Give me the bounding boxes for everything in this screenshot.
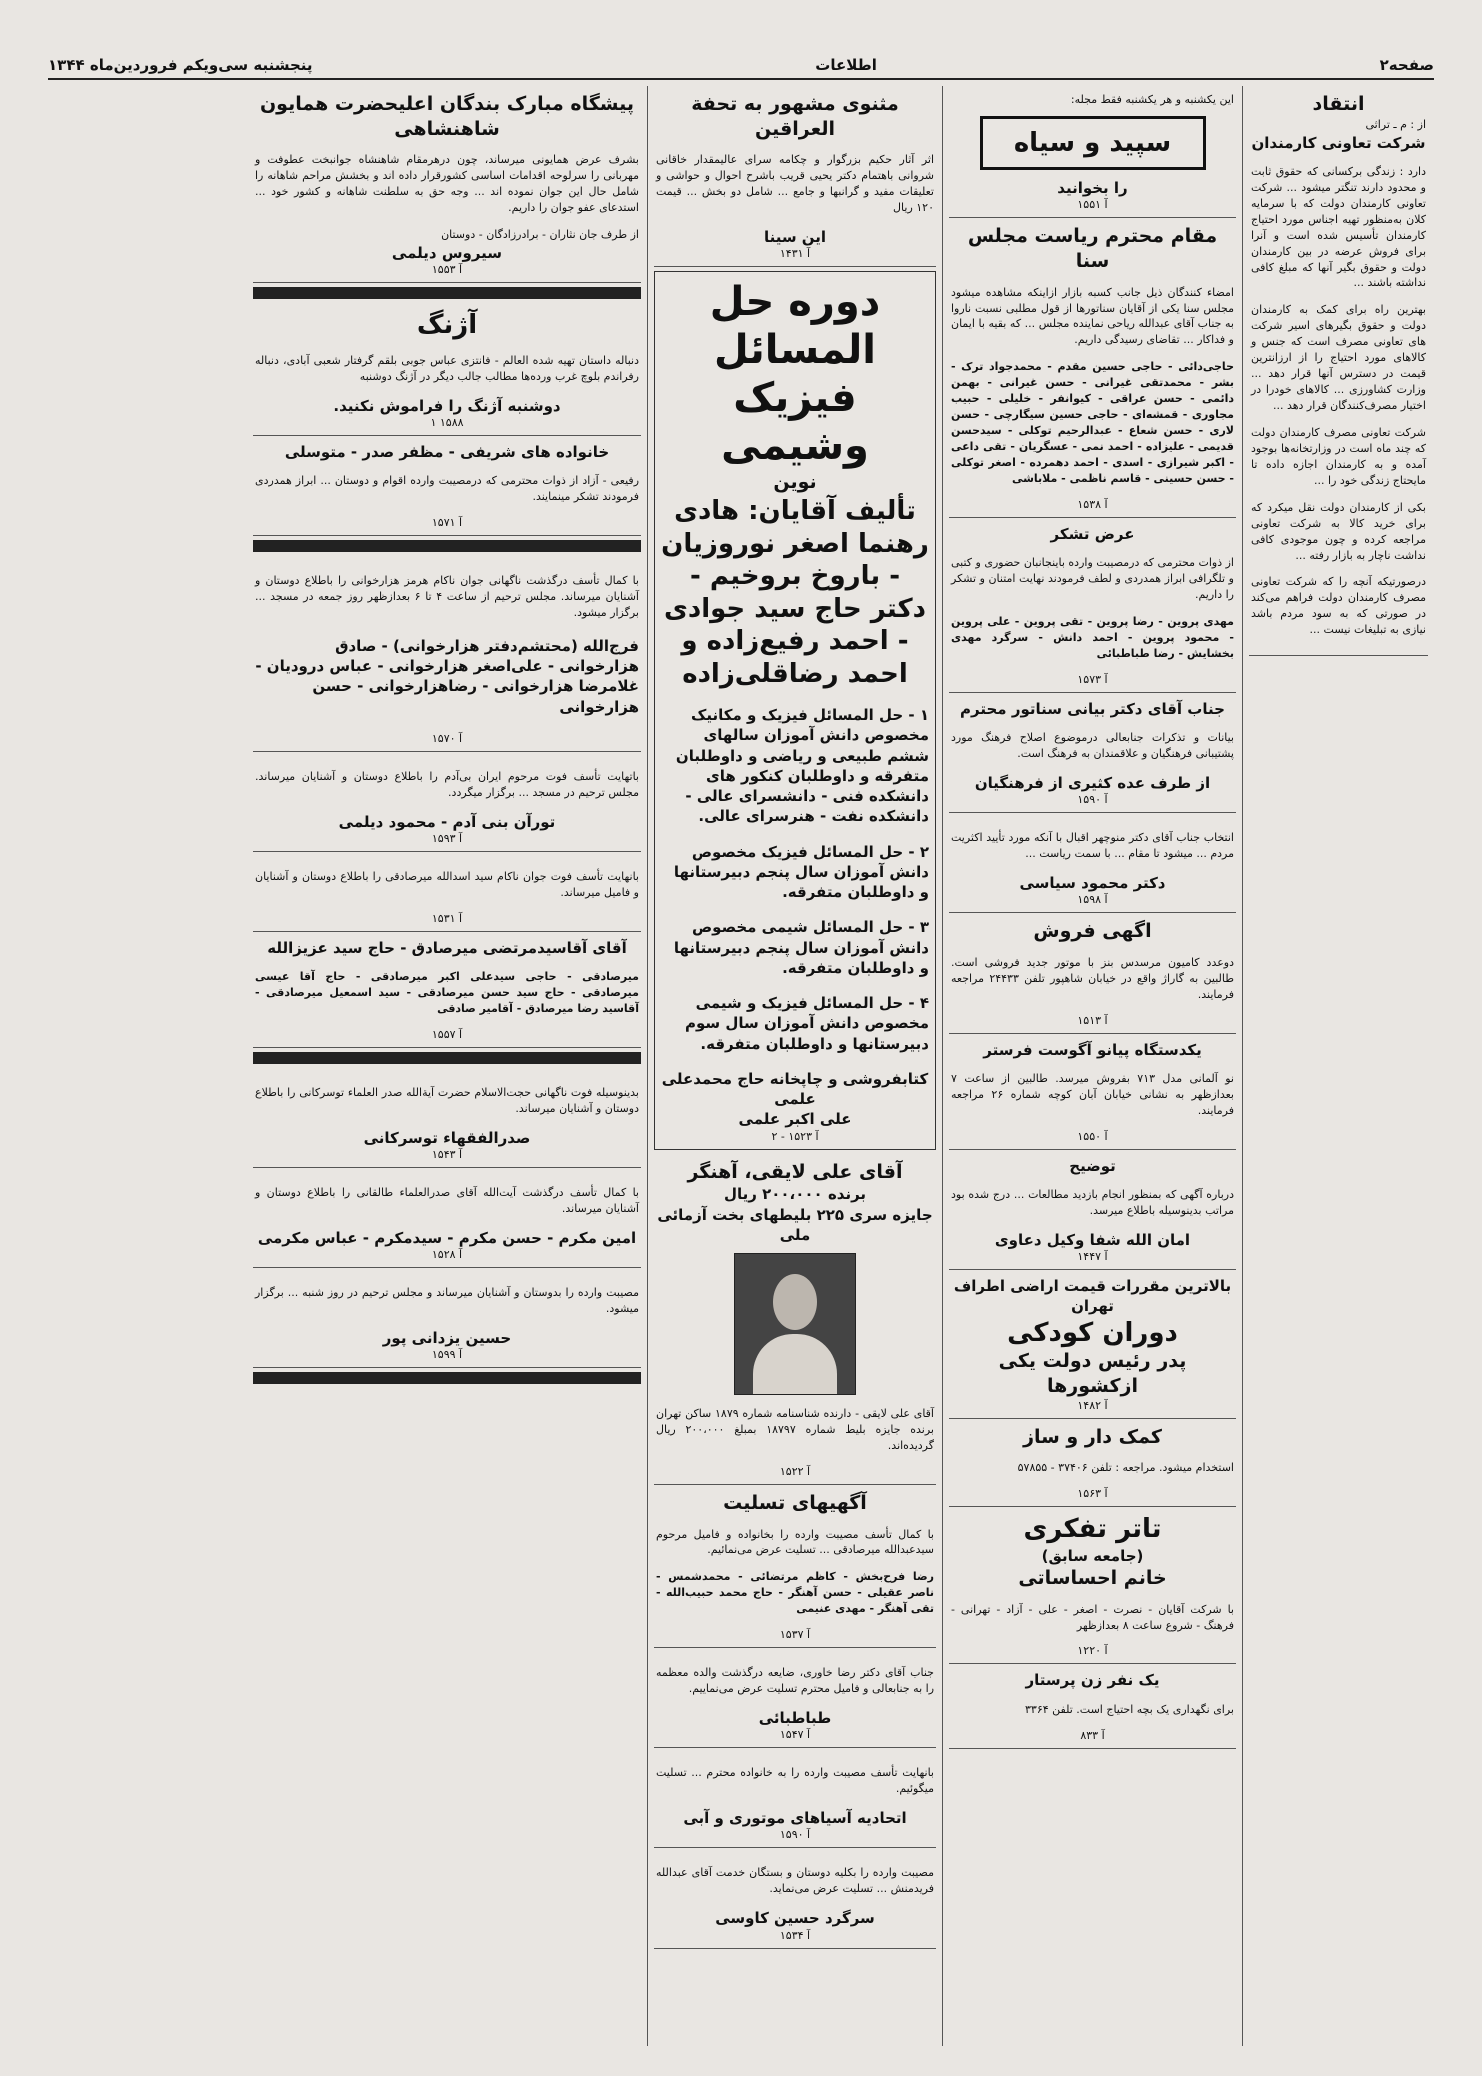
ad-signers: مهدی پروین - رضا پروین - تقی پروین - علی پروین - محمود پروین - احمد دانش - سرگرد مهدی بخشایش - رضا طباطبائی [951,614,1234,660]
ad-theater [949,1507,1236,1664]
ad-ref: آ ۱۵۷۳ [1077,672,1108,686]
ad-headline: خانم احساساتی [1018,1566,1167,1589]
ad-body: امضاء کنندگان ذیل جانب کسبه بازار ازاینکه مشاهده میشود مجلس سنا یکی از آقایان سناتورها از قول مطلبی نسبت ناروا به جناب آقای عبدالله ریاحی نماینده مجلس ... که بقیه با ایمان و فداکار ... تقاضای رسیدگی داریم. [951,285,1234,347]
ad-title: تاتر تفکری [1023,1514,1162,1545]
ad-obituary-hezarkhani [253,556,641,752]
ad-signers: حسین یزدانی پور [382,1329,512,1348]
column-ads-2 [647,86,942,2046]
ad-signers: رضا فرح‌بخش - کاظم مرتضائی - محمدشمس - ناصر عقیلی - حسن آهنگر - حاج محمد حبیب‌الله - تقی آهنگر - مهدی عنیمی [656,1570,934,1616]
ad-cta: را بخوانید [1057,178,1128,197]
ad-signature: از طرف عده کثیری از فرهنگیان [974,773,1211,792]
ad-signers: امین مکرم - حسن مکرم - سیدمکرم - عباس مکرمی [257,1228,637,1247]
ad-publisher: این سینا [763,228,827,247]
ad-title: مقام محترم ریاست مجلس سنا [967,225,1218,272]
newspaper-name: اطلاعات [815,56,877,74]
ad-signers: تورآن بنی آدم - محمود دیلمی [338,812,556,831]
ad-ref: آ ۱۵۲۲ [779,1464,811,1478]
ad-body: دنباله داستان تهیه شده العالم - فانتزی عباس جوبی بلقم گرفتار شعبی آبادی، دنباله رفراندم بلوچ غرب ورده‌ها مطالب جالب دیگر در آژنگ دوشنبه [255,353,639,383]
ad-headline: پدر رئیس دولت یکی ازکشورها [998,1350,1187,1397]
ad-condolence-khavari [654,1648,936,1748]
ad-signature: سیروس دیلمی [391,244,503,263]
ad-obituary-mirsadeghi [253,852,641,932]
magazine-logo: سپید و سیاه [980,116,1206,170]
ad-body: با کمال تأسف درگذشت ناگهانی جوان ناکام هرمز هزارخوانی را باطلاع دوستان و آشنایان میرساند. مجلس ترحیم از ساعت ۴ تا ۶ بعدازظهر روز جمعه در مسجد ... برگزار میشود. [255,574,639,619]
article-headline: شرکت تعاونی کارمندان [1251,133,1426,152]
ad-ref: آ ۱۵۳۸ [1077,497,1108,511]
ad-signature: طباطبائی [758,1709,832,1728]
ad-ref: آ ۱۵۹۸ [1077,893,1108,907]
ad-ref: آ ۱۵۹۳ [431,832,463,845]
ad-body: با کمال تأسف درگذشت آیت‌الله آقای صدرالعلماء طالقانی را باطلاع دوستان و آشنایان میرساند. [255,1186,639,1215]
ad-ref: ۱ ۱۵۸۸ [430,415,464,429]
ad-body: استخدام میشود. مراجعه : تلفن ۳۷۴۰۶ - ۵۷۸۵۵ [1017,1461,1234,1475]
ad-item: ۲ - حل المسائل فیزیک مخصوص دانش آموزان سال پنجم دبیرستانها و داوطلبان متفرقه. [673,842,929,902]
ad-book-childhood [949,1270,1236,1418]
ad-title: بالاترین مقررات قیمت اراضی اطراف تهران [953,1277,1232,1316]
ad-mirsadeghi-family [253,932,641,1048]
section-title: انتقاد [1312,93,1365,115]
ad-sale [949,913,1236,1034]
article-paragraph: شرکت تعاونی مصرف کارمندان دولت که چند ماه است در وزارتخانه‌ها بوجود آمده و به کارمندان اجازه داده تا مایحتاج زندگی خود را ... [1251,425,1426,487]
ad-body: بشرف عرض همایونی میرساند، چون درهرمقام شاهنشاه جوانبخت عطوفت و مهربانی را سرلوحه اقدامات اساسی کشورقرار داده اند و بخشش مراحم شاهانه را شامل حال این جوان نموده اند ... وجه حق به سلطنت شاهانه و کشور خود ... استدعای عفو جوان را داریم. [255,153,639,215]
ad-body: اثر آثار حکیم بزرگوار و چکامه سرای عالیمقدار خاقانی شروانی باهتمام دکتر یحیی قریب باشرح احوال و حواشی و تعلیقات مفید و گرانبها و جامع ... شامل دو بخش ... قیمت ۱۲۰ ریال [656,153,934,215]
ad-item: ۴ - حل المسائل فیزیک و شیمی مخصوص دانش آموزان سال سوم دبیرستانها و داوطلبان متفرقه. [685,994,929,1053]
ad-body: با شرکت آقایان - نصرت - اصغر - علی - آزاد - تهرانی - فرهنگ - شروع ساعت ۸ بعدازظهر [951,1602,1234,1632]
ad-ref: آ ۱۵۴۳ [431,1148,463,1162]
ad-ref: آ ۱۵۷۰ [431,731,463,745]
article-paragraph: دارد : زندگی برکسانی که حقوق ثابت و محدود دارند تنگتر میشود ... شرکت تعاونی کارمندان دولت که با سرمایه کلان به‌منظور تهیه اجناس مورد احتیاج کارمندان تأسیس شده است و آنرا برای فروش عرضه در بین کارمندان دولت و حقوق بگیر آنها که مبلغ کافی نداشته باشند ... [1251,164,1426,290]
ad-title: اگهی فروش [1033,920,1152,943]
ad-signature: امان الله شفا وکیل دعاوی [994,1230,1191,1249]
ad-ref: آ ۱۵۱۳ [1077,1013,1108,1027]
ad-title: آقای آقاسیدمرتضی میرصادق - حاج سید عزیزالله [267,938,627,957]
ad-ref: آ ۱۵۴۷ [779,1728,811,1742]
divider [253,287,641,299]
ad-body: بیانات و تذکرات جنابعالی درموضوع اصلاح فرهنگ مورد پشتیبانی فرهنگیان و علاقمندان به فرهنگ است. [951,730,1234,760]
ad-body: باتهایت تأسف فوت مرحوم ایران بی‌آدم را باطلاع دوستان و آشنایان میرساند. مجلس ترحیم در مسجد ... برگزار میگردد. [255,769,639,799]
ad-signers: فرج‌الله (محتشم‌دفتر هزارخوانی) - صادق هزارخوانی - علی‌اصغر هزارخوانی - عباس درودیان - غلامرضا هزارخوانی - رضاهزارخوانی - حسن هزارخوانی [255,636,639,716]
ad-book-physics [654,271,936,1149]
ad-azhang [253,303,641,436]
ad-condolence-kavousi [654,1848,936,1948]
ad-ref: آ ۱۵۵۳ [431,263,463,277]
ad-ref: آ ۱۵۹۹ [431,1348,463,1362]
ad-ref: آ ۱۴۴۷ [1077,1250,1108,1264]
ad-clarification [949,1150,1236,1270]
article-paragraph: بهترین راه برای کمک به کارمندان دولت و حقوق بگیرهای اسیر شرکت های تعاونی مصرف است که جنس و کالاهای مورد احتیاج را از ارزانترین قیمت در دسترس آنها قرار دهد ... وزارت کشاورزی ... کالاهای خودرا در اختیار مصرف‌کنندگان قرار دهد ... [1251,303,1426,412]
page-number: صفحه۲ [1379,56,1434,74]
ad-subtitle: برنده ۲۰۰،۰۰۰ ریال [723,1185,867,1204]
ad-ref: آ ۱۵۵۷ [431,1027,463,1041]
ad-ref: آ ۱۵۳۱ [431,911,463,925]
byline: از : م ـ تراثی [1365,117,1426,131]
ad-signers: میرصادقی - حاجی سیدعلی اکبر میرصادقی - حاج آقا عیسی میرصادقی - حاج سید حسن میرصادقی - سید اسمعیل میرصادقی - آقاسید رضا میرصادق - آقامیر صادقی [255,970,639,1015]
ad-cta: دوشنبه آژنگ را فراموش نکنید. [333,396,561,415]
ad-title: کمک دار و ساز [1023,1425,1162,1448]
ad-subtitle: (جامعه سابق) [1041,1546,1144,1565]
ad-signature: اتحادیه آسیاهای موتوری و آبی [683,1809,907,1828]
ad-title: آقای علی لایقی، آهنگر [687,1160,903,1183]
ad-item: ۳ - حل المسائل شیمی مخصوص دانش آموزان سال پنجم دبیرستانها و داوطلبان متفرقه. [673,918,929,977]
ad-ref: آ ۱۵۳۴ [779,1928,811,1942]
ad-ref: آ ۱۵۵۱ [1077,198,1108,212]
ad-headline: دوران کودکی [1007,1317,1178,1348]
ad-body: بدینوسیله فوت ناگهانی حجت‌الاسلام حضرت آیة‌الله صدر العلماء توسرکانی را باطلاع دوستان و آشنایان میرساند. [255,1085,639,1115]
ad-body: انتخاب جناب آقای دکتر منوچهر اقبال با آنکه مورد تأیید اکثریت مردم ... میشود تا مقام ... با سمت ریاست ... [951,831,1234,860]
ad-ref: آ ۱۵۳۷ [779,1628,811,1642]
divider [253,540,641,552]
ad-body: بانهایت تأسف فوت جوان ناکام سید اسدالله میرصادقی را باطلاع دوستان و آشنایان و فامیل میرساند. [255,870,639,899]
article-paragraph: بکی از کارمندان دولت نقل میکرد که برای خرید کالا به شرکت تعاونی مراجعه کرده و چون موجودی کافی نداشت ناچار به بازار رفته ... [1251,500,1426,562]
ad-signature: از طرف جان نثاران - برادرزادگان - دوستان [441,228,639,242]
ad-obituary-yazdani [253,1268,641,1368]
ad-title: آگهیهای تسلیت [723,1491,867,1514]
ad-title: پیشگاه مبارک بندگان اعلیحضرت همایون شاهنشاهی [259,93,635,140]
ad-title: عرض تشکر [1050,524,1135,543]
ad-ref: آ ۱۲۲۰ [1077,1644,1108,1658]
ad-senator [949,693,1236,813]
issue-date: پنجشنبه سی‌ویکم فروردین‌ماه ۱۳۴۴ [48,56,313,74]
ad-ref: آ ۱۴۳۱ [779,247,811,261]
ad-body: جناب آقای دکتر رضا خاوری، ضایعه درگذشت والده معظمه را به جنابعالی و فامیل محترم تسلیت عرض می‌نماییم. [656,1666,934,1696]
divider [253,1372,641,1384]
ad-ref: آ ۱۴۸۲ [1077,1398,1108,1412]
page-header [48,52,1434,80]
ad-ref: آ ۱۵۲۸ [431,1248,463,1262]
ad-publisher: علی اکبر علمی [738,1110,852,1129]
ad-title: جناب آقای دکتر بیانی سناتور محترم [960,699,1225,718]
ad-body: مصیبت وارده را بکلیه دوستان و بستگان خدمت آقای عبدالله فریدمنش ... تسلیت عرض می‌نماید. [656,1866,934,1896]
ad-body: مصیبت وارده را بدوستان و آشنایان میرساند و مجلس ترحیم در روز شنبه ... برگزار میشود. [255,1286,639,1316]
ad-subtitle: جایزه سری ۲۲۵ بلیطهای بخت آزمائی ملی [657,1205,933,1244]
ad-signature: سرگرد حسین کاوسی [715,1909,875,1928]
ad-condolences [654,1485,936,1648]
winner-photo [734,1253,856,1395]
ad-job [949,1419,1236,1508]
ad-signers: حاجی‌دائی - حاجی حسین مقدم - محمدجواد ترک - بشر - محمدتقی غیرانی - حسن غیرانی - بهمن دائمی - حسن عراقی - کیوانفر - خلیلی - حبیب مجاوری - قمشه‌ای - حاجی حسین سیگارچی - حسن لاری - حسن شعاع - عبدالرحیم توکلی - سیدحسن قدیمی - علیزاده - احمد نمی - عسگریان - تقی داعی - اکبر شیرازی - اسدی - احمد دهمرده - اصغر توکلی - حسن حسینی - قاسم ناظمی - ملاباشی [951,360,1234,485]
ad-royal-petition [253,86,641,283]
ad-title: یکدستگاه پیانو آگوست فرستر [983,1040,1202,1059]
ad-title: دوره حل المسائل فیزیک وشیمی [709,279,881,470]
ad-title: مثنوی مشهور به تحفة العراقین [691,93,899,140]
ad-lottery [654,1154,936,1485]
ad-ref: آ ۸۳۳ [1080,1728,1105,1742]
ad-piano [949,1034,1236,1150]
column-ads-1 [942,86,1242,2046]
ad-obituary-baniadam [253,752,641,852]
ad-body: برای نگهداری یک بچه احتیاج است. تلفن ۳۳۶۴ [1025,1702,1234,1716]
ad-ref: آ ۱۵۶۳ [1077,1487,1108,1501]
ad-body: دوعدد کامیون مرسدس بنز با موتور جدید فروشی است. طالبین به گاراژ واقع در خیابان شاهپور تلفن ۲۴۴۳۳ مراجعه فرمایند. [951,955,1234,1001]
ad-title: خانواده های شریفی - مظفر صدر - متوسلی [284,442,610,461]
ad-subtitle: نوین [773,471,817,494]
ad-signature: دکتر محمود سیاسی [1019,873,1166,892]
ad-ref: آ ۱۵۲۳ - ۲ [771,1129,819,1143]
ad-body: آقای علی لایقی - دارنده شناسنامه شماره ۱۸۷۹ ساکن تهران برنده جایزه بلیط شماره ۱۸۷۹۷ بمبلغ ۲۰۰،۰۰۰ ریال گردیده‌اند. [656,1407,934,1452]
divider [253,1052,641,1064]
article-paragraph: درصورتیکه آنچه را که شرکت تعاونی مصرف کارمندان دولت فراهم می‌کند در صورتی که به سود مردم باشد نیازی به تبلیغات نیست ... [1251,575,1426,637]
ad-item: ۱ - حل المسائل فیزیک و مکانیک مخصوص دانش آموزان سالهای ششم طبیعی و ریاضی و داوطلبان متفرقه و داوطلبان کنکور های دانشکده فنی - دانشسرای عالی - دانشکده نفت - هنرسرای عالی. [675,706,929,826]
column-notices [247,86,647,2046]
ad-ref: آ ۱۵۹۰ [779,1828,811,1842]
ad-title: یک نفر زن پرستار [1025,1671,1160,1690]
ad-publisher: کتابفروشی و چاپخانه حاج محمدعلی علمی [661,1069,929,1109]
ad-intro: این یکشنبه و هر یکشنبه فقط مجله: [1070,93,1234,106]
ad-signers: صدرالفقهاء توسرکانی [363,1128,531,1147]
ad-families [253,436,641,536]
ad-ref: آ ۱۵۷۱ [431,516,463,530]
ad-body: نو آلمانی مدل ۷۱۳ بفروش میرسد. طالبین از ساعت ۷ بعدازظهر به نشانی خیابان آبان کوچه شماره ۲۶ مراجعه فرمایند. [951,1071,1234,1117]
ad-senate [949,218,1236,518]
ad-condolence-union [654,1748,936,1848]
ad-body: با کمال تأسف مصیبت وارده را بخانواده و فامیل مرحوم سیدعبدالله میرصادقی ... تسلیت عرض می‌نمائیم. [656,1527,934,1557]
ad-title: آژنگ [416,310,478,341]
magazine-ad [949,86,1236,218]
ad-ref: آ ۱۵۹۰ [1077,793,1108,807]
ad-election [949,813,1236,913]
ad-book-tohfat [654,86,936,267]
ad-body: درباره آگهی که بمنظور انجام بازدید مطالعات ... درج شده بود مراتب بدینوسیله باطلاع میرسد. [951,1188,1234,1217]
ad-nurse [949,1664,1236,1748]
ad-obituary-taleghani [253,1168,641,1268]
ad-title: توضیح [1069,1156,1116,1175]
ad-obituary-sadr [253,1068,641,1168]
ad-authors: تألیف آقایان: هادی رهنما اصغر نوروزیان - باروخ بروخیم - دکتر حاج سید جوادی - احمد رفیع‌زاده و احمد رضاقلی‌زاده [661,496,929,689]
ad-body: بانهایت تأسف مصیبت وارده را به خانواده محترم ... تسلیت میگوئیم. [656,1766,934,1796]
ad-thanks [949,518,1236,693]
ad-body: رفیعی - آزاد از ذوات محترمی که درمصیبت وارده اقوام و دوستان ... ابراز همدردی فرمودند تشکر مینمایند. [255,474,639,504]
column-critique [1242,86,1434,2046]
ad-ref: آ ۱۵۵۰ [1077,1129,1108,1143]
ad-body: از ذوات محترمی که درمصیبت وارده باینجانبان حضوری و کتبی و تلگرافی ابراز همدردی و لطف فرمودند نهایت امتنان و تشکر را داریم. [951,556,1234,601]
